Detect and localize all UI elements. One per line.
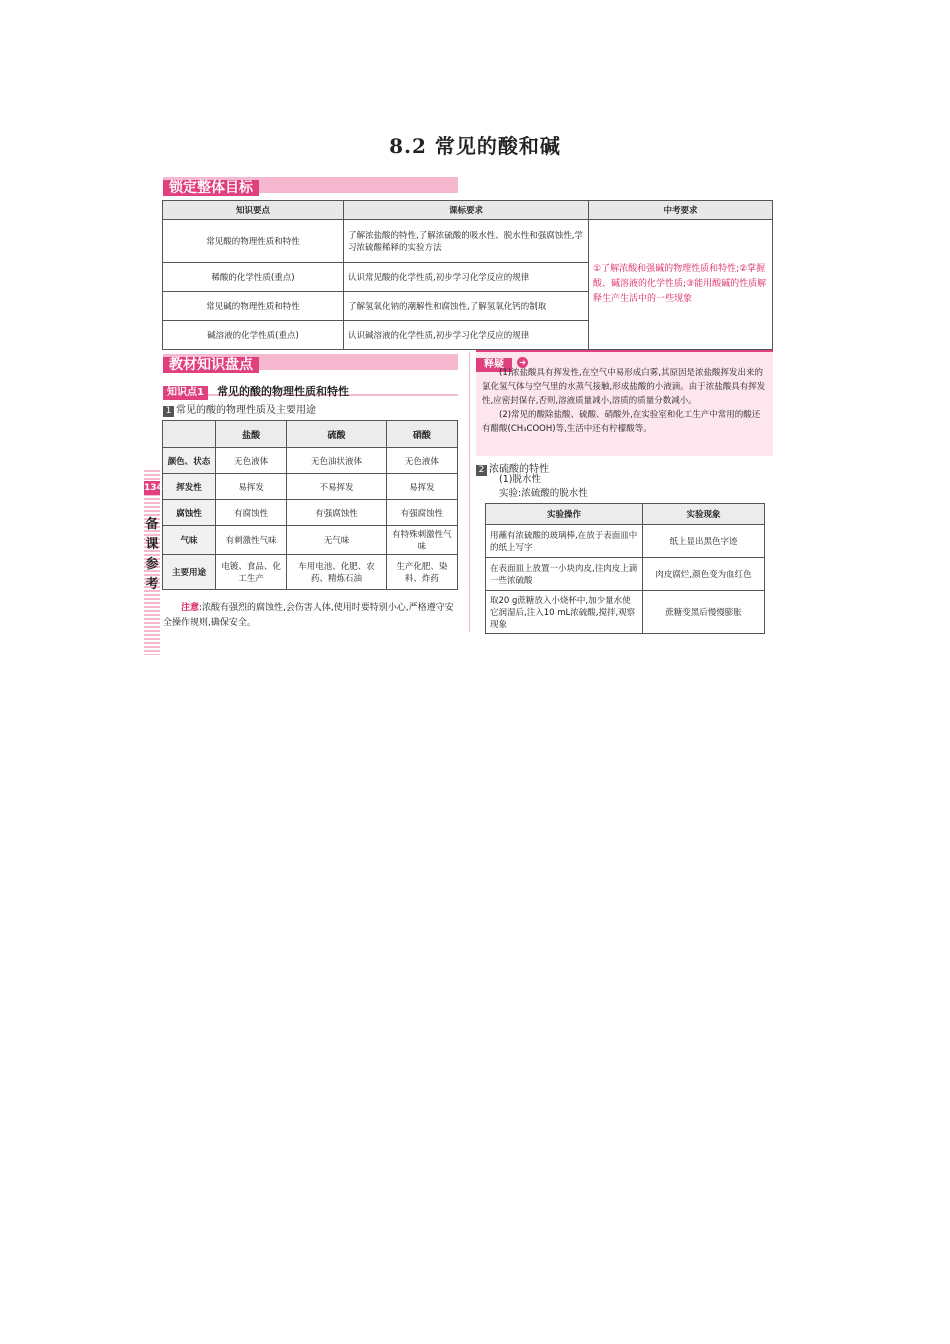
table-header xyxy=(163,421,216,448)
explain-box xyxy=(476,350,773,456)
table-cell: 生产化肥、染料、炸药 xyxy=(386,555,457,590)
table-cell: 肉皮腐烂,颜色变为血红色 xyxy=(643,558,765,591)
table-header: 实验现象 xyxy=(643,504,765,525)
side-char: 课 xyxy=(145,537,159,552)
knowledge-point-heading xyxy=(163,380,458,396)
table-row xyxy=(486,525,765,558)
table-cell: 有强腐蚀性 xyxy=(287,500,387,526)
table-cell: 无气味 xyxy=(287,526,387,555)
goals-table xyxy=(162,200,773,350)
section-banner-goals xyxy=(163,177,458,196)
table-cell: 常见酸的物理性质和特性 xyxy=(163,220,344,263)
table-cell: 纸上显出黑色字迹 xyxy=(643,525,765,558)
side-char: 参 xyxy=(145,557,159,572)
table-header-row xyxy=(163,421,458,448)
table-row xyxy=(163,220,773,263)
knowledge-point-title: 常见的酸的物理性质和特性 xyxy=(217,385,350,398)
table-cell: 有刺激性气味 xyxy=(216,526,287,555)
table-cell: 用蘸有浓硫酸的玻璃棒,在放于表面皿中的纸上写字 xyxy=(486,525,643,558)
table-cell: 有强腐蚀性 xyxy=(386,500,457,526)
section-banner-knowledge xyxy=(163,354,458,373)
table-row-header: 主要用途 xyxy=(163,555,216,590)
arrow-right-icon: ➜ xyxy=(517,357,528,368)
table-header: 知识要点 xyxy=(163,201,344,220)
table-cell: 在表面皿上放置一小块肉皮,往肉皮上滴一些浓硫酸 xyxy=(486,558,643,591)
section-label-goals: 锁定整体目标 xyxy=(163,180,259,196)
table-cell: 取20 g蔗糖放入小烧杯中,加少量水使它润湿后,注入10 mL浓硫酸,搅拌,观察现象 xyxy=(486,591,643,634)
note-label: 注意 xyxy=(181,603,200,613)
subheading-number: 1 xyxy=(163,406,174,417)
subheading-title: 常见的酸的物理性质及主要用途 xyxy=(176,405,316,416)
table-row-header: 腐蚀性 xyxy=(163,500,216,526)
table-header: 实验操作 xyxy=(486,504,643,525)
table-cell: 蔗糖变黑后慢慢膨胀 xyxy=(643,591,765,634)
table-row xyxy=(163,500,458,526)
table-cell: 稀酸的化学性质(重点) xyxy=(163,263,344,292)
table-cell: 认识常见酸的化学性质,初步学习化学反应的规律 xyxy=(344,263,589,292)
table-cell: 有特殊刺激性气味 xyxy=(386,526,457,555)
table-header: 硝酸 xyxy=(386,421,457,448)
table-cell: 无色液体 xyxy=(386,448,457,474)
table-cell: 了解氢氧化钠的潮解性和腐蚀性,了解氢氧化钙的制取 xyxy=(344,292,589,321)
exam-requirement-cell: ①了解浓酸和强碱的物理性质和特性;②掌握酸、碱溶液的化学性质;③能用酸碱的性质解释生产生活中的一些现象 xyxy=(589,220,773,350)
explain-header xyxy=(476,352,773,370)
table-row-header: 气味 xyxy=(163,526,216,555)
section-label-knowledge: 教材知识盘点 xyxy=(163,357,259,373)
table-header: 中考要求 xyxy=(589,201,773,220)
side-char: 备 xyxy=(145,517,159,532)
safety-note xyxy=(163,601,458,630)
explain-label: 释疑 xyxy=(476,358,512,372)
table-cell: 电镀、食品、化工生产 xyxy=(216,555,287,590)
table-row-header: 颜色、状态 xyxy=(163,448,216,474)
explain-paragraph-2: (2)常见的酸除盐酸、硫酸、硝酸外,在实验室和化工生产中常用的酸还有醋酸(CH₃COOH)等,生活中还有柠檬酸等。 xyxy=(482,410,761,434)
column-divider xyxy=(469,352,470,632)
table-cell: 碱溶液的化学性质(重点) xyxy=(163,321,344,350)
table-cell: 了解浓盐酸的特性,了解浓硫酸的吸水性、脱水性和强腐蚀性,学习浓硫酸稀释的实验方法 xyxy=(344,220,589,263)
table-row-header: 挥发性 xyxy=(163,474,216,500)
table-cell: 车用电池、化肥、农药、精炼石油 xyxy=(287,555,387,590)
table-cell: 常见碱的物理性质和特性 xyxy=(163,292,344,321)
table-row xyxy=(486,558,765,591)
table-header: 课标要求 xyxy=(344,201,589,220)
table-row xyxy=(163,555,458,590)
table-cell: 不易挥发 xyxy=(287,474,387,500)
table-cell: 有腐蚀性 xyxy=(216,500,287,526)
table-cell: 易挥发 xyxy=(216,474,287,500)
dehydration-heading: (1)脱水性 xyxy=(499,474,541,485)
table-row xyxy=(163,526,458,555)
side-char: 考 xyxy=(145,577,159,592)
table-row xyxy=(486,591,765,634)
table-cell: 易挥发 xyxy=(386,474,457,500)
experiment-table xyxy=(485,503,765,634)
table-header: 硫酸 xyxy=(287,421,387,448)
subheading-title: 浓硫酸的特性 xyxy=(489,464,549,475)
knowledge-point-tag: 知识点1 xyxy=(163,386,208,400)
table-cell: 无色油状液体 xyxy=(287,448,387,474)
subheading-acid-properties xyxy=(163,401,316,417)
acid-properties-table xyxy=(162,420,458,590)
table-cell: 无色液体 xyxy=(216,448,287,474)
explain-paragraph-1: (1)浓盐酸具有挥发性,在空气中易形成白雾,其原因是浓盐酸挥发出来的氯化氢气体与空气里的水蒸气接触,形成盐酸的小液滴。由于浓盐酸具有挥发性,应密封保存,否则,溶液质量减小,溶质的质量分数减小。 xyxy=(482,368,766,406)
subheading-number: 2 xyxy=(476,465,487,476)
page-number: 134 xyxy=(144,483,163,493)
table-header-row xyxy=(163,201,773,220)
page-title: 8.2 常见的酸和碱 xyxy=(389,134,561,158)
table-header: 盐酸 xyxy=(216,421,287,448)
note-text: :浓酸有强烈的腐蚀性,会伤害人体,使用时要特别小心,严格遵守安全操作规则,确保安全。 xyxy=(163,603,454,628)
side-label xyxy=(144,515,160,595)
table-row xyxy=(163,474,458,500)
table-cell: 认识碱溶液的化学性质,初步学习化学反应的规律 xyxy=(344,321,589,350)
experiment-heading: 实验:浓硫酸的脱水性 xyxy=(499,488,588,499)
table-row xyxy=(163,448,458,474)
table-header-row xyxy=(486,504,765,525)
